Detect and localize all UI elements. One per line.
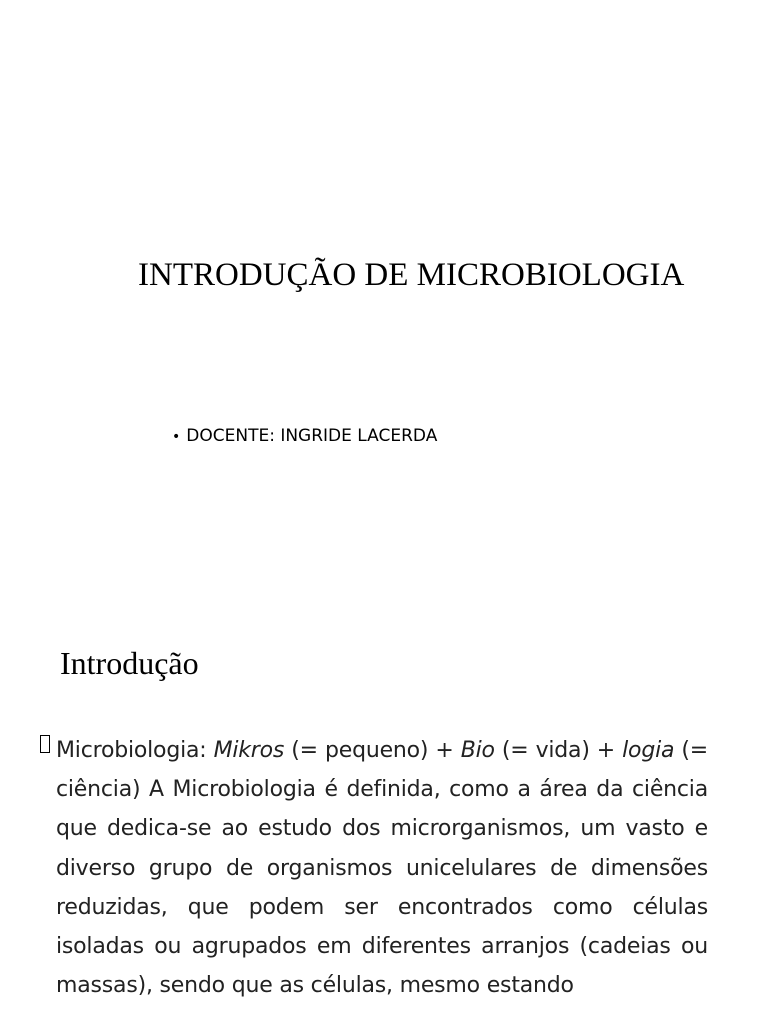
intro-paragraph [56, 731, 708, 1005]
slide-title: INTRODUÇÃO DE MICROBIOLOGIA [138, 257, 685, 293]
paragraph-block [56, 731, 708, 1005]
para-text-1: Microbiologia: [56, 738, 214, 763]
missing-glyph-bullet-icon [40, 735, 50, 753]
para-italic-bio: Bio [460, 738, 495, 763]
bullet-icon: • [172, 429, 181, 445]
para-text-2: (= pequeno) + [284, 738, 461, 763]
section-heading: Introdução [60, 645, 199, 681]
para-text-3: (= vida) + [494, 738, 623, 763]
para-text-4: (= ciência) A Microbiologia é definida, como a área da ciência que dedica-se ao estudo dos microrganismos, um vasto e diverso grupo de organismos unicelulares de dimensões reduzidas, que podem ser encontrados como células isoladas ou agrupados em diferentes arranjos (cadeias ou massas), sendo que as células, mesmo estando [56, 738, 708, 999]
docente-text: DOCENTE: INGRIDE LACERDA [186, 426, 438, 446]
para-italic-logia: logia [622, 738, 675, 763]
docente-line [172, 424, 437, 449]
para-italic-mikros: Mikros [213, 738, 285, 763]
